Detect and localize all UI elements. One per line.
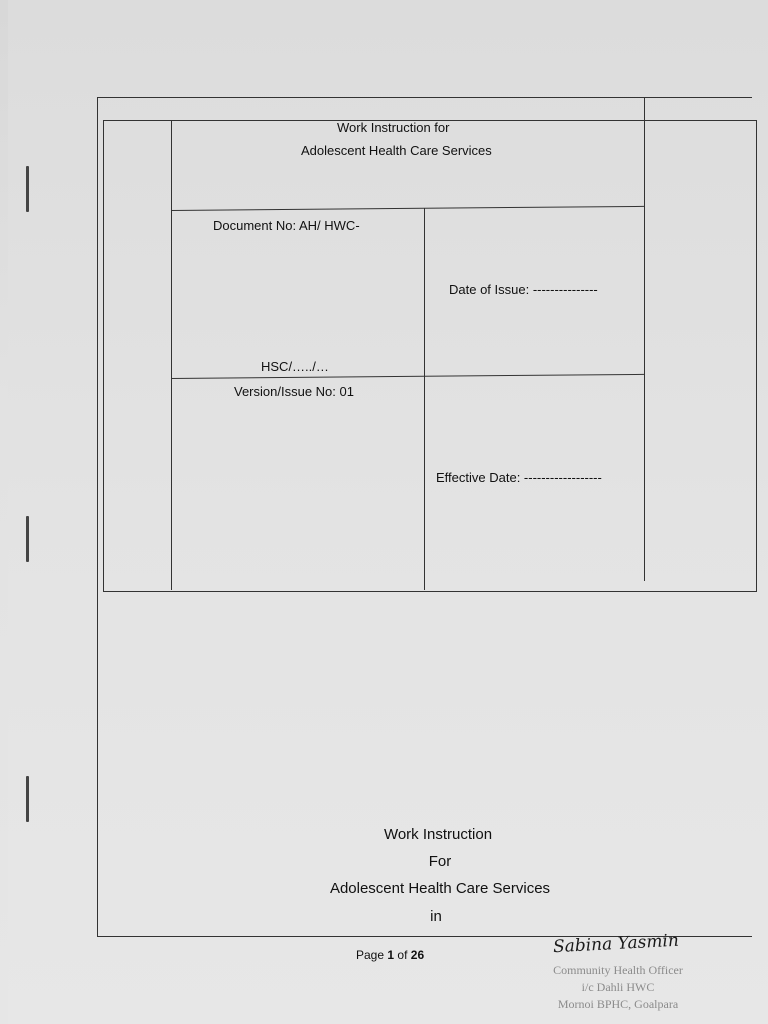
- staple-mark: [26, 776, 29, 822]
- document-number: Document No: AH/ HWC-: [213, 218, 360, 233]
- staple-mark: [26, 166, 29, 212]
- header-table: [103, 120, 757, 592]
- version-number: Version/Issue No: 01: [234, 384, 354, 399]
- date-of-issue: Date of Issue: ---------------: [449, 282, 598, 297]
- header-title-line1: Work Instruction for: [337, 120, 450, 135]
- staple-mark: [26, 516, 29, 562]
- body-title-line1: Work Instruction: [383, 826, 493, 843]
- stamp-line3: Mornoi BPHC, Goalpara: [557, 997, 679, 1011]
- stamp-line2: i/c Dahli HWC: [581, 980, 655, 994]
- page-of: of: [397, 948, 408, 962]
- table-divider: [171, 120, 172, 590]
- stamp-line1: Community Health Officer: [553, 963, 683, 977]
- body-title-line2: For: [428, 853, 452, 870]
- effective-date: Effective Date: ------------------: [436, 470, 602, 485]
- hsc-number: HSC/…../…: [261, 359, 329, 374]
- table-divider: [644, 97, 645, 581]
- header-title-line2: Adolescent Health Care Services: [301, 143, 492, 158]
- official-stamp: [528, 962, 708, 1013]
- page-prefix: Page: [356, 948, 385, 962]
- table-divider: [424, 208, 425, 590]
- body-title-line4: in: [430, 908, 442, 925]
- body-title-line3: Adolescent Health Care Services: [329, 880, 551, 897]
- handwritten-signature: Sabina Yasmin: [552, 930, 680, 958]
- page-current: 1: [387, 948, 395, 962]
- page-total: 26: [410, 948, 425, 962]
- page-number: [356, 948, 424, 962]
